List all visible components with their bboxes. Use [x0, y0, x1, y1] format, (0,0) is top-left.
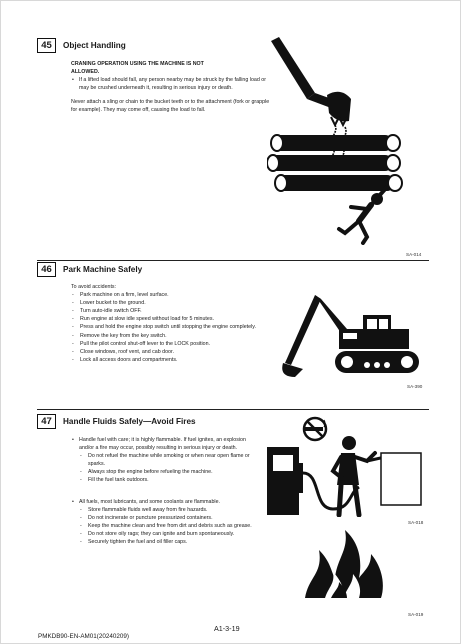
list-item: - Close windows, roof vent, and cab door.: [71, 348, 257, 356]
section-handle-fluids-safely: [37, 413, 257, 546]
section-title: Handle Fluids Safely—Avoid Fires: [63, 416, 196, 426]
section-number: 45: [37, 38, 56, 53]
section-body: [71, 60, 271, 115]
list-item: - Turn auto-idle switch OFF.: [71, 307, 257, 315]
list-item: - Pull the pilot control shut-off lever to the LOCK position.: [71, 340, 257, 348]
section-body: [71, 436, 257, 546]
section-header: [37, 413, 257, 429]
list-item: - Remove the key from the key switch.: [71, 332, 257, 340]
list-item: - Do not store oily rags; they can ignite and burn spontaneously.: [79, 530, 257, 538]
list-item: - Run engine at slow idle speed without load for 5 minutes.: [71, 315, 257, 323]
section-header: [37, 37, 257, 53]
section-header: [37, 261, 257, 277]
section-park-machine-safely: [37, 261, 257, 364]
list-item: - Store flammable fluids well away from fire hazards.: [79, 506, 257, 514]
figure-code: SA-018: [408, 520, 424, 525]
section-object-handling: [37, 37, 270, 115]
fire-flames-illustration: [301, 528, 387, 600]
section-body: [71, 283, 257, 364]
note-paragraph: Never attach a sling or chain to the bucket teeth or to the attachment (fork or grapple for example). They may come off, causing the load to fall.: [71, 99, 270, 114]
refueling-no-smoking-illustration: [263, 413, 423, 517]
list-item: - Lock all access doors and compartments.: [71, 356, 257, 364]
section-number: 47: [37, 414, 56, 429]
list-item: - Lower bucket to the ground.: [71, 299, 257, 307]
list-item: - Securely tighten the fuel and oil filler caps.: [79, 538, 257, 546]
figure-code: SA-014: [406, 252, 422, 257]
list-item: - Park machine on a firm, level surface.: [71, 291, 257, 299]
intro-text: To avoid accidents:: [71, 284, 117, 290]
section-divider: [37, 409, 429, 410]
list-item: - Press and hold the engine stop switch until stopping the engine completely.: [71, 323, 257, 331]
bullet-item: • Handle fuel with care; it is highly flammable. If fuel ignites, an explosion and/or a fire may occur, possibly resulting in serious injury or death.: [71, 436, 257, 452]
section-title: Park Machine Safely: [63, 264, 143, 274]
parked-excavator-illustration: [281, 285, 431, 381]
sub-list: [79, 506, 257, 546]
section-number: 46: [37, 262, 56, 277]
list-item: - Always stop the engine before refueling the machine.: [79, 468, 257, 476]
bullet-item: • If a lifted load should fall, any person nearby may be struck by the falling load or may be crushed underneath it, resulting in serious injury or death.: [71, 76, 271, 92]
bullet-item: • All fuels, most lubricants, and some coolants are flammable.: [71, 498, 257, 506]
sub-list: [79, 452, 257, 484]
list-item: - Do not incinerate or puncture pressurized containers.: [79, 514, 257, 522]
section-title: Object Handling: [63, 40, 126, 50]
list-item: - Do not refuel the machine while smoking or when near open flame or sparks.: [79, 452, 257, 468]
figure-code: SA-390: [407, 384, 423, 389]
list-item: - Fill the fuel tank outdoors.: [79, 476, 257, 484]
document-code: PMKDB90-EN-AM01(20240209): [38, 633, 129, 640]
list-item: - Keep the machine clean and free from dirt and debris such as grease.: [79, 522, 257, 530]
warning-subheading-line-1: CRANING OPERATION USING THE MACHINE IS NOT: [71, 61, 204, 67]
page-number: A1-3-19: [214, 624, 240, 633]
warning-subheading-line-2: ALLOWED.: [71, 69, 100, 76]
warning-subheading: [71, 60, 271, 76]
figure-code: SA-019: [408, 612, 424, 617]
crane-hazard-illustration: [267, 37, 417, 245]
